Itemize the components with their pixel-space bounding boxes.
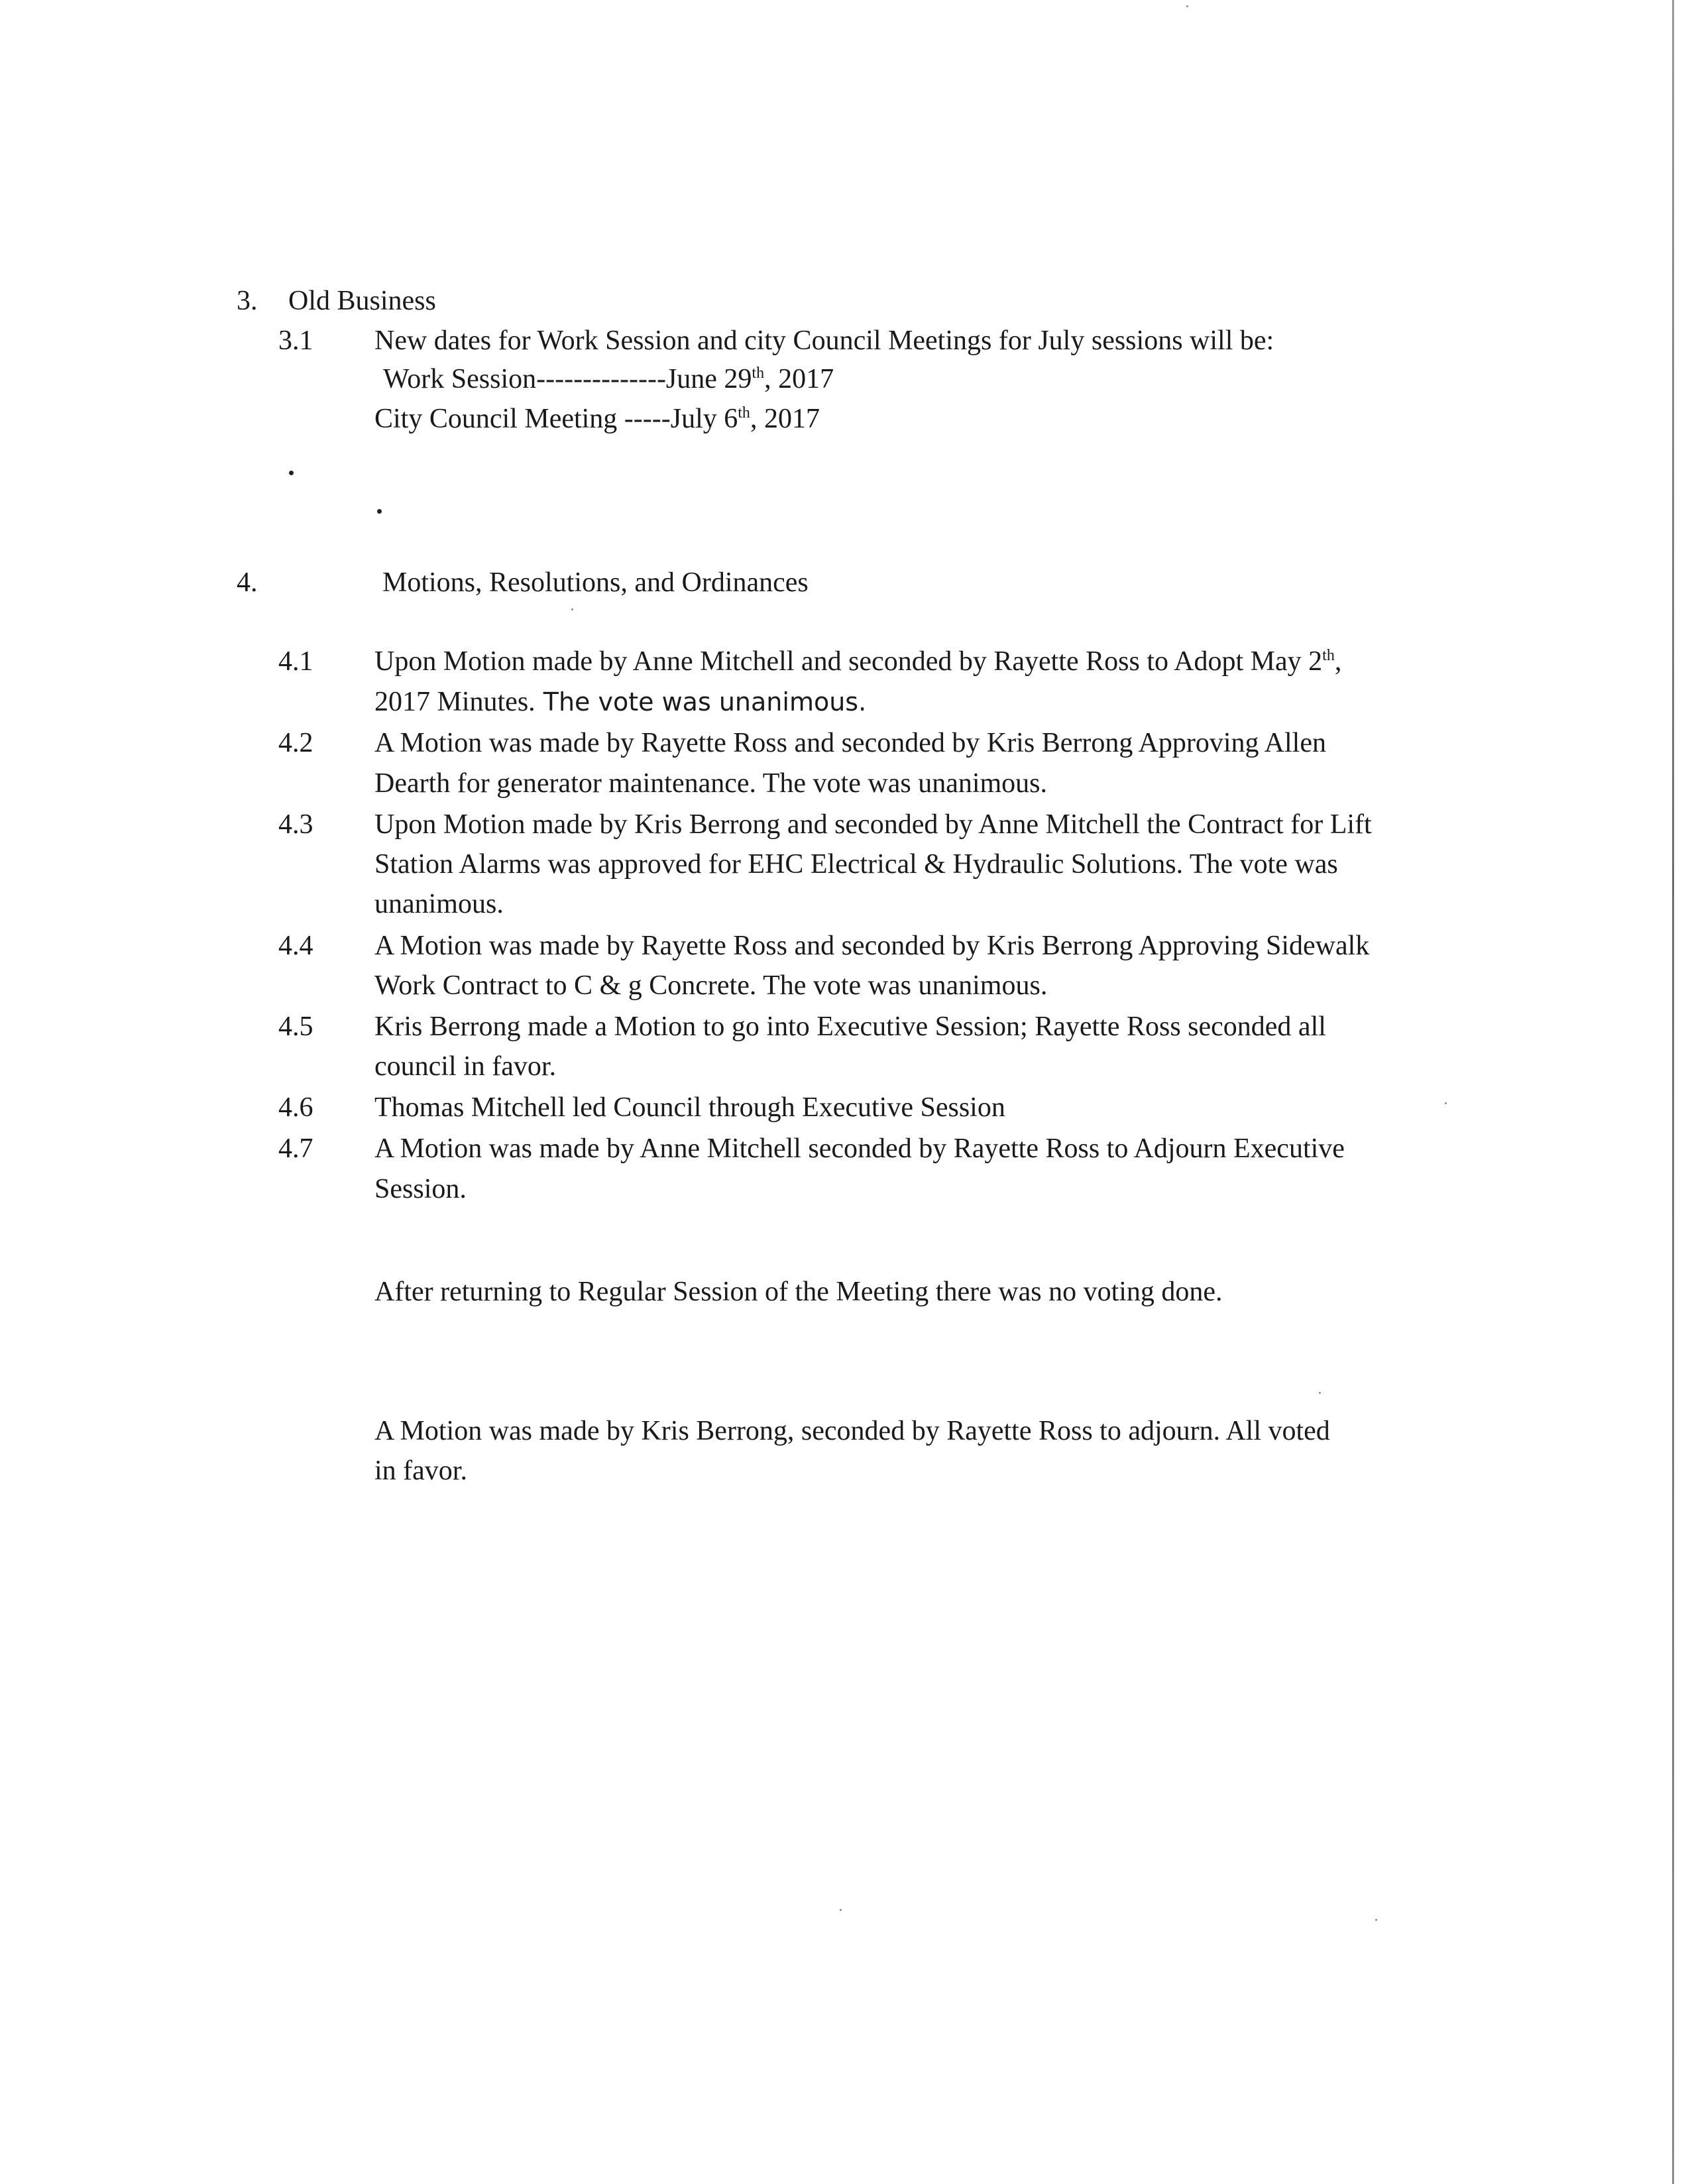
adjourn-motion-line-2: in favor. — [374, 1456, 467, 1486]
item-4-3-line-2: Station Alarms was approved for EHC Electrical & Hydraulic Solutions. The vote was — [374, 849, 1338, 880]
section-4-title: Motions, Resolutions, and Ordinances — [382, 567, 809, 598]
scanned-page-edge — [1672, 0, 1674, 2184]
scan-speck — [1186, 5, 1188, 7]
item-4-6-number: 4.6 — [278, 1092, 313, 1123]
stray-dot — [289, 471, 294, 475]
adjourn-motion-line-1: A Motion was made by Kris Berrong, seconded by Rayette Ross to adjourn. All voted — [374, 1416, 1330, 1446]
item-4-6-line-1: Thomas Mitchell led Council through Executive Session — [374, 1092, 1005, 1123]
council-meeting-label: City Council Meeting -----July 6 — [374, 404, 738, 434]
item-4-1-line-2 — [374, 681, 866, 722]
section-3-title: Old Business — [288, 286, 436, 316]
item-4-3-line-3: unanimous. — [374, 889, 504, 919]
item-4-2-line-1: A Motion was made by Rayette Ross and seconded by Kris Berrong Approving Allen — [374, 728, 1326, 758]
stray-dot — [377, 509, 382, 514]
work-session-label: Work Session--------------June 29 — [383, 364, 752, 394]
item-4-1-line-2-extra: The vote was unanimous. — [535, 687, 867, 717]
item-4-2-line-2: Dearth for generator maintenance. The vote was unanimous. — [374, 768, 1048, 799]
scan-speck — [1319, 1392, 1321, 1394]
item-4-3-line-1: Upon Motion made by Kris Berrong and seconded by Anne Mitchell the Contract for Lift — [374, 809, 1372, 840]
scan-speck — [571, 608, 573, 610]
item-3-1-text: New dates for Work Session and city Council Meetings for July sessions will be: — [374, 325, 1274, 356]
work-session-tail: , 2017 — [764, 364, 834, 394]
item-4-7-line-2: Session. — [374, 1174, 467, 1204]
scan-speck — [840, 1909, 842, 1911]
item-4-1-tail: , — [1334, 646, 1342, 677]
section-4-number: 4. — [237, 567, 258, 598]
council-meeting-date — [374, 398, 820, 439]
item-4-4-line-1: A Motion was made by Rayette Ross and seconded by Kris Berrong Approving Sidewalk — [374, 931, 1370, 961]
item-3-1-number: 3.1 — [278, 325, 313, 356]
scan-speck — [1445, 1102, 1447, 1104]
item-4-1-number: 4.1 — [278, 646, 313, 677]
item-4-7-number: 4.7 — [278, 1133, 313, 1164]
item-4-1-line-2-text: 2017 Minutes. — [374, 687, 535, 717]
section-3-number: 3. — [237, 286, 258, 316]
item-4-5-line-1: Kris Berrong made a Motion to go into Executive Session; Rayette Ross seconded all — [374, 1011, 1326, 1042]
item-4-7-line-1: A Motion was made by Anne Mitchell seconded by Rayette Ross to Adjourn Executive — [374, 1133, 1345, 1164]
work-session-date — [383, 359, 834, 400]
scan-speck — [1375, 1919, 1377, 1921]
regular-session-note: After returning to Regular Session of the Meeting there was no voting done. — [374, 1277, 1223, 1307]
council-meeting-sup: th — [738, 404, 750, 422]
item-4-1-text: Upon Motion made by Anne Mitchell and seconded by Rayette Ross to Adopt May 2 — [374, 646, 1323, 677]
council-meeting-tail: , 2017 — [750, 404, 820, 434]
item-4-4-number: 4.4 — [278, 931, 313, 961]
item-4-2-number: 4.2 — [278, 728, 313, 758]
item-4-4-line-2: Work Contract to C & g Concrete. The vote was unanimous. — [374, 970, 1048, 1001]
work-session-sup: th — [752, 365, 765, 382]
item-4-5-line-2: council in favor. — [374, 1051, 557, 1082]
item-4-1-line-1 — [374, 641, 1341, 682]
item-4-3-number: 4.3 — [278, 809, 313, 840]
item-4-1-sup: th — [1322, 647, 1335, 664]
item-4-5-number: 4.5 — [278, 1011, 313, 1042]
